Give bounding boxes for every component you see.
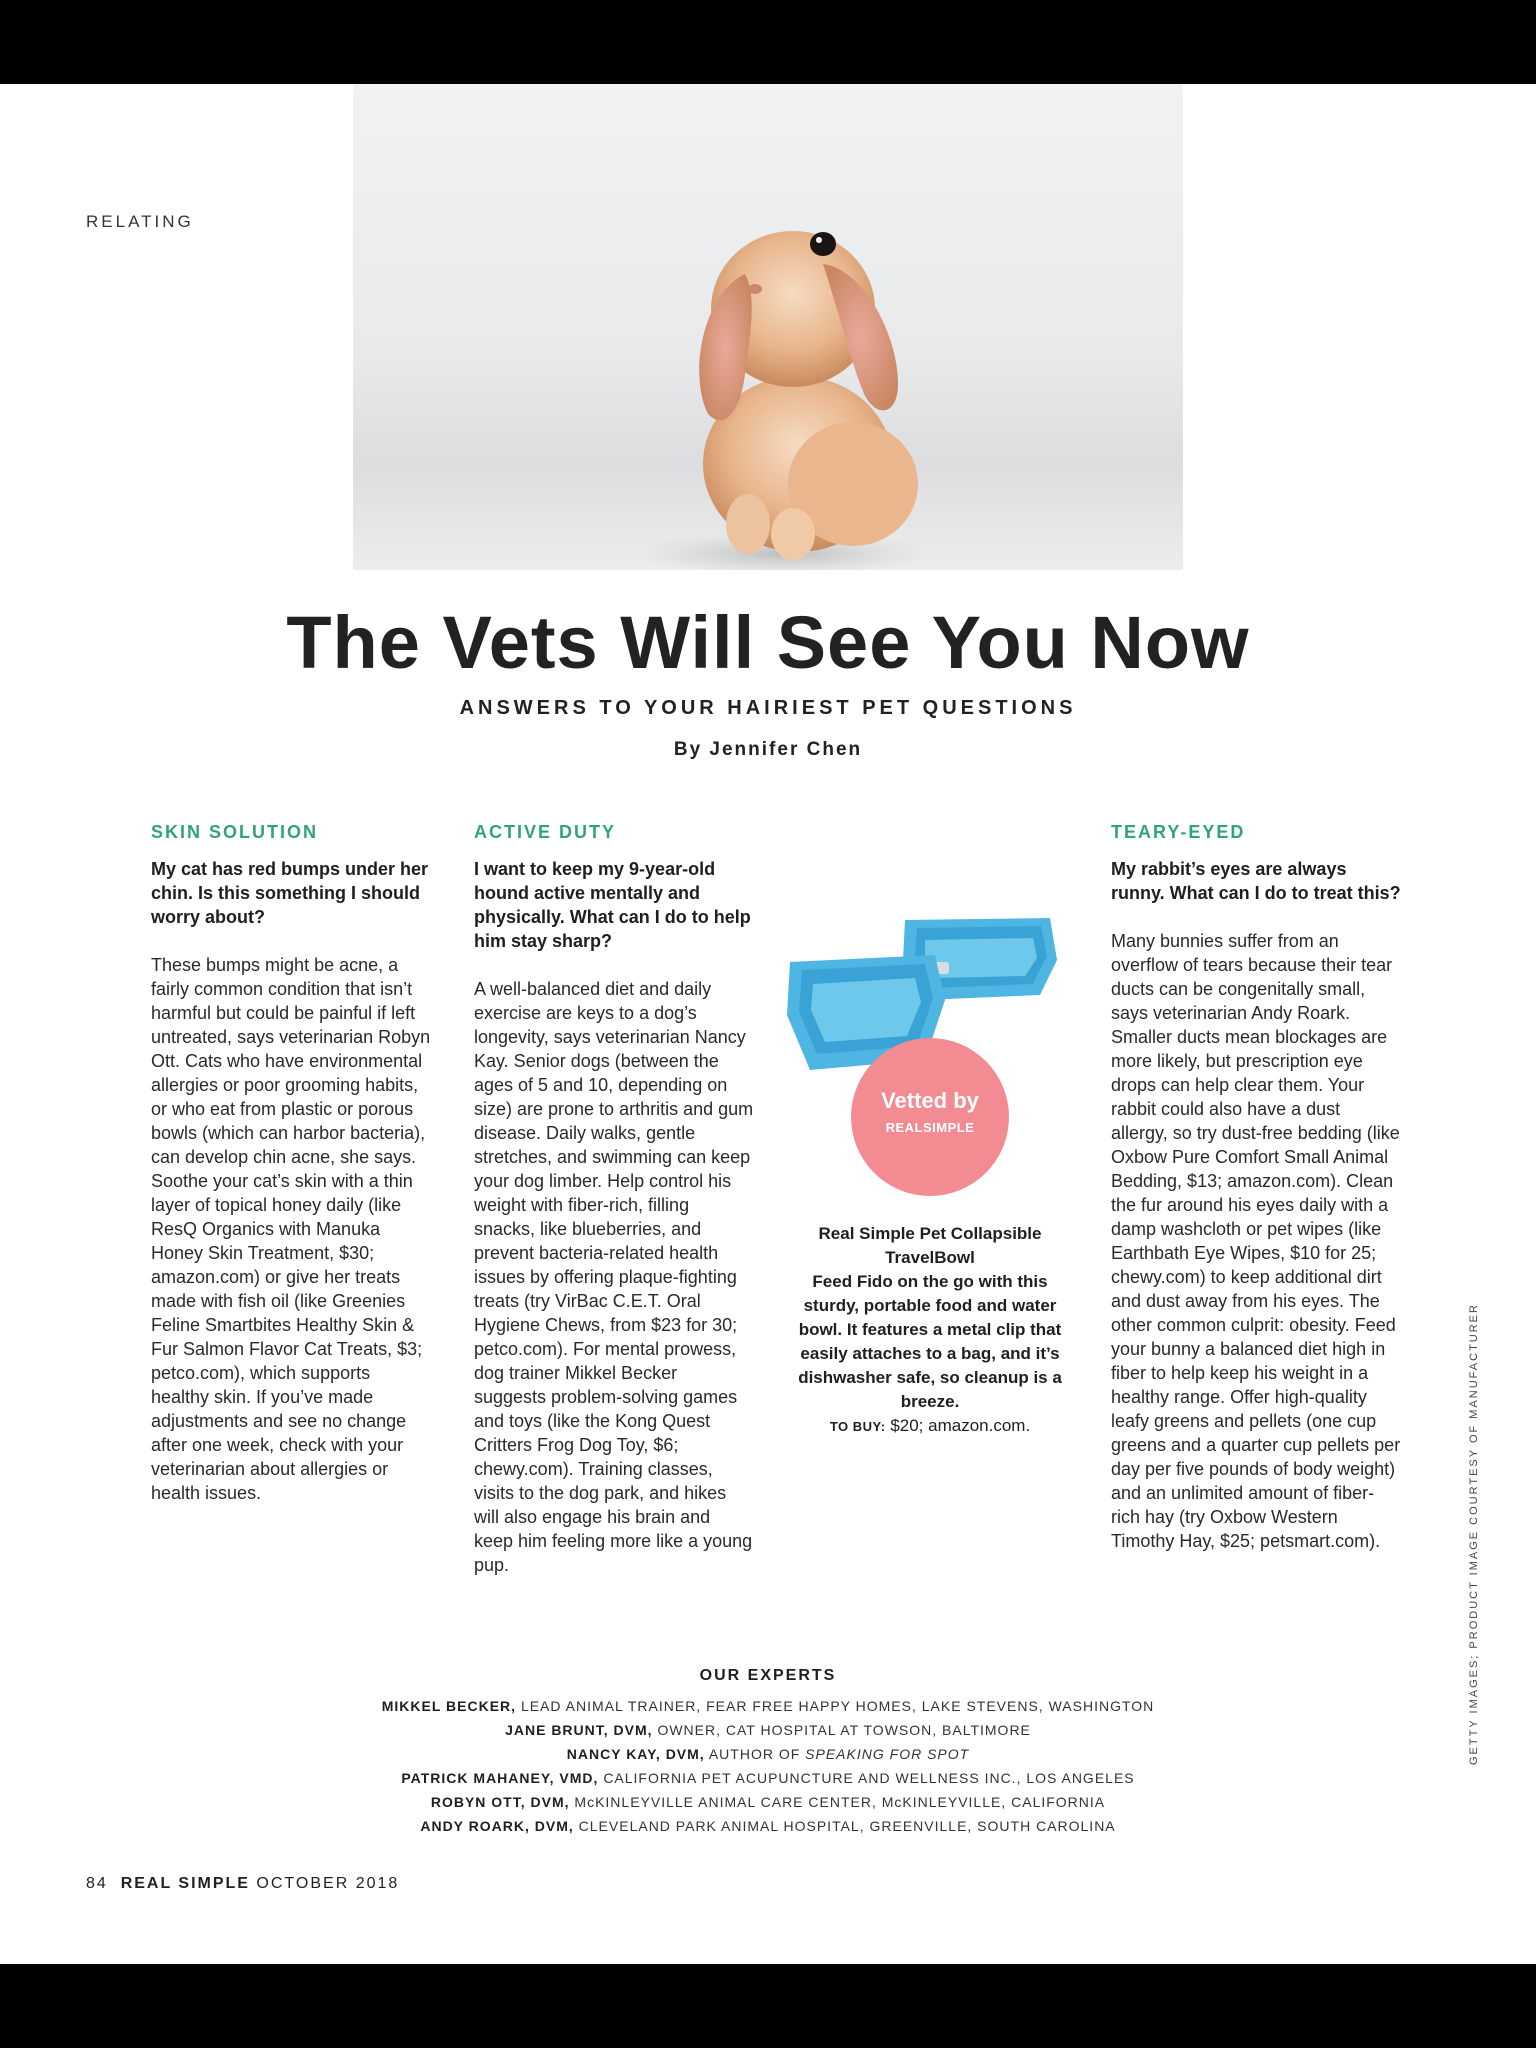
column-heading: ACTIVE DUTY: [474, 822, 617, 842]
expert-row: [0, 1718, 1536, 1742]
expert-name: ROBYN OTT, DVM,: [430, 1794, 570, 1810]
product-buy: [790, 1414, 1070, 1439]
bottom-black-bar: [0, 1964, 1536, 2048]
column-active-duty: [474, 822, 754, 1577]
top-black-bar: [0, 0, 1536, 84]
page-number: 84: [86, 1875, 108, 1892]
expert-row: [0, 1766, 1536, 1790]
expert-name: ANDY ROARK, DVM,: [420, 1818, 574, 1834]
answer: These bumps might be acne, a fairly common condition that isn’t harmful but could be painful if left untreated, says veterinarian Robyn Ott. Cats who have environmental allergies or poor grooming habits, or who eat from plastic or porous bowls (which can harbor bacteria), can develop chin acne, she says. Soothe your cat’s skin with a thin layer of topical honey daily (like ResQ Organics with Manuka Honey Skin Treatment, $30; amazon.com) or give her treats made with fish oil (like Greenies Feline Smartbites Healthy Skin & Fur Salmon Flavor Cat Treats, $3; petco.com), which supports healthy skin. If you’ve made adjustments and see no change after one week, check with your veterinarian about allergies or health issues.: [151, 955, 431, 1503]
column-heading: SKIN SOLUTION: [151, 822, 319, 842]
expert-name: PATRICK MAHANEY, VMD,: [401, 1770, 599, 1786]
expert-role: AUTHOR OF: [708, 1746, 801, 1762]
expert-name: MIKKEL BECKER,: [381, 1698, 517, 1714]
hero-photo: [353, 84, 1183, 570]
section-label: RELATING: [86, 212, 194, 231]
question: I want to keep my 9-year-old hound active mentally and physically. What can I do to help him stay sharp?: [474, 859, 751, 951]
question: My rabbit’s eyes are always runny. What can I do to treat this?: [1111, 859, 1401, 903]
experts-box: [0, 1664, 1536, 1838]
column-heading: TEARY-EYED: [1111, 822, 1246, 842]
product-name: Real Simple Pet Collapsible TravelBowl: [818, 1224, 1042, 1267]
rabbit-photo: [353, 84, 1183, 570]
buy-text: $20; amazon.com.: [890, 1416, 1031, 1435]
answer: Many bunnies suffer from an overflow of tears because their tear ducts can be congenitally small, says veterinarian Andy Roark. Smaller ducts mean blockages are more likely, but prescription eye drops can help clear them. Your rabbit could also have a dust allergy, so try dust-free bedding (like Oxbow Pure Comfort Small Animal Bedding, $13; amazon.com). Clean the fur around his eyes daily with a damp washcloth or pet wipes (like Earthbath Eye Wipes, $10 for 25; chewy.com) to keep additional dirt and dust away from his eyes. The other common culprit: obesity. Feed your bunny a balanced diet high in fiber to help keep his weight in a healthy range. Offer high-quality leafy greens and pellets (one cup greens and a quarter cup pellets per day per five pounds of body weight) and an unlimited amount of fiber-rich hay (try Oxbow Western Timothy Hay, $25; petsmart.com).: [1111, 931, 1401, 1551]
expert-name: JANE BRUNT, DVM,: [505, 1722, 653, 1738]
expert-role: LEAD ANIMAL TRAINER, FEAR FREE HAPPY HOMES, LAKE STEVENS, WASHINGTON: [520, 1698, 1155, 1714]
expert-role: CALIFORNIA PET ACUPUNCTURE AND WELLNESS INC., LOS ANGELES: [603, 1770, 1135, 1786]
page-folio: [86, 1875, 399, 1893]
experts-heading: OUR EXPERTS: [699, 1667, 837, 1684]
expert-role: CLEVELAND PARK ANIMAL HOSPITAL, GREENVILLE, SOUTH CAROLINA: [578, 1818, 1116, 1834]
article-subtitle: ANSWERS TO YOUR HAIRIEST PET QUESTIONS: [459, 697, 1077, 719]
article-title: The Vets Will See You Now: [286, 601, 1250, 684]
photo-credit: GETTY IMAGES; PRODUCT IMAGE COURTESY OF MANUFACTURER: [1468, 1303, 1480, 1765]
expert-row: [0, 1790, 1536, 1814]
badge-brand: REALSIMPLE: [885, 1120, 975, 1135]
magazine-name: REAL SIMPLE: [120, 1875, 250, 1892]
answer: A well-balanced diet and daily exercise are keys to a dog’s longevity, says veterinarian Nancy Kay. Senior dogs (between the ages of 5 and 10, depending on size) are prone to arthritis and gum disease. Daily walks, gentle stretches, and swimming can keep your dog limber. Help control his weight with fiber-rich, filling snacks, like blueberries, and prevent bacteria-related health issues by offering plaque-fighting treats (try VirBac C.E.T. Oral Hygiene Chews, from $23 for 30; petco.com). For mental prowess, dog trainer Mikkel Becker suggests problem-solving games and toys (like the Kong Quest Critters Frog Dog Toy, $6; chewy.com). Training classes, visits to the dog park, and hikes will also engage his brain and keep him feeling more like a young pup.: [474, 979, 754, 1575]
expert-row: [0, 1694, 1536, 1718]
expert-book-title: SPEAKING FOR SPOT: [805, 1746, 970, 1762]
column-skin-solution: [151, 822, 431, 1505]
product-description: Feed Fido on the go with this sturdy, portable food and water bowl. It features a metal clip that easily attaches to a bag, and it’s dishwasher safe, so cleanup is a breeze.: [798, 1272, 1062, 1411]
expert-name: NANCY KAY, DVM,: [566, 1746, 705, 1762]
column-teary-eyed: [1111, 822, 1401, 1553]
vetted-badge: [851, 1038, 1009, 1196]
issue-date: OCTOBER 2018: [256, 1875, 400, 1892]
expert-row: [0, 1742, 1536, 1766]
expert-row: [0, 1814, 1536, 1838]
buy-label: TO BUY:: [829, 1419, 886, 1434]
question: My cat has red bumps under her chin. Is this something I should worry about?: [151, 859, 429, 927]
badge-title: Vetted by: [881, 1088, 979, 1113]
expert-role: OWNER, CAT HOSPITAL AT TOWSON, BALTIMORE: [657, 1722, 1031, 1738]
byline: By Jennifer Chen: [673, 739, 863, 760]
product-caption: [790, 1222, 1070, 1439]
expert-role: McKINLEYVILLE ANIMAL CARE CENTER, McKINLEYVILLE, CALIFORNIA: [574, 1794, 1106, 1810]
